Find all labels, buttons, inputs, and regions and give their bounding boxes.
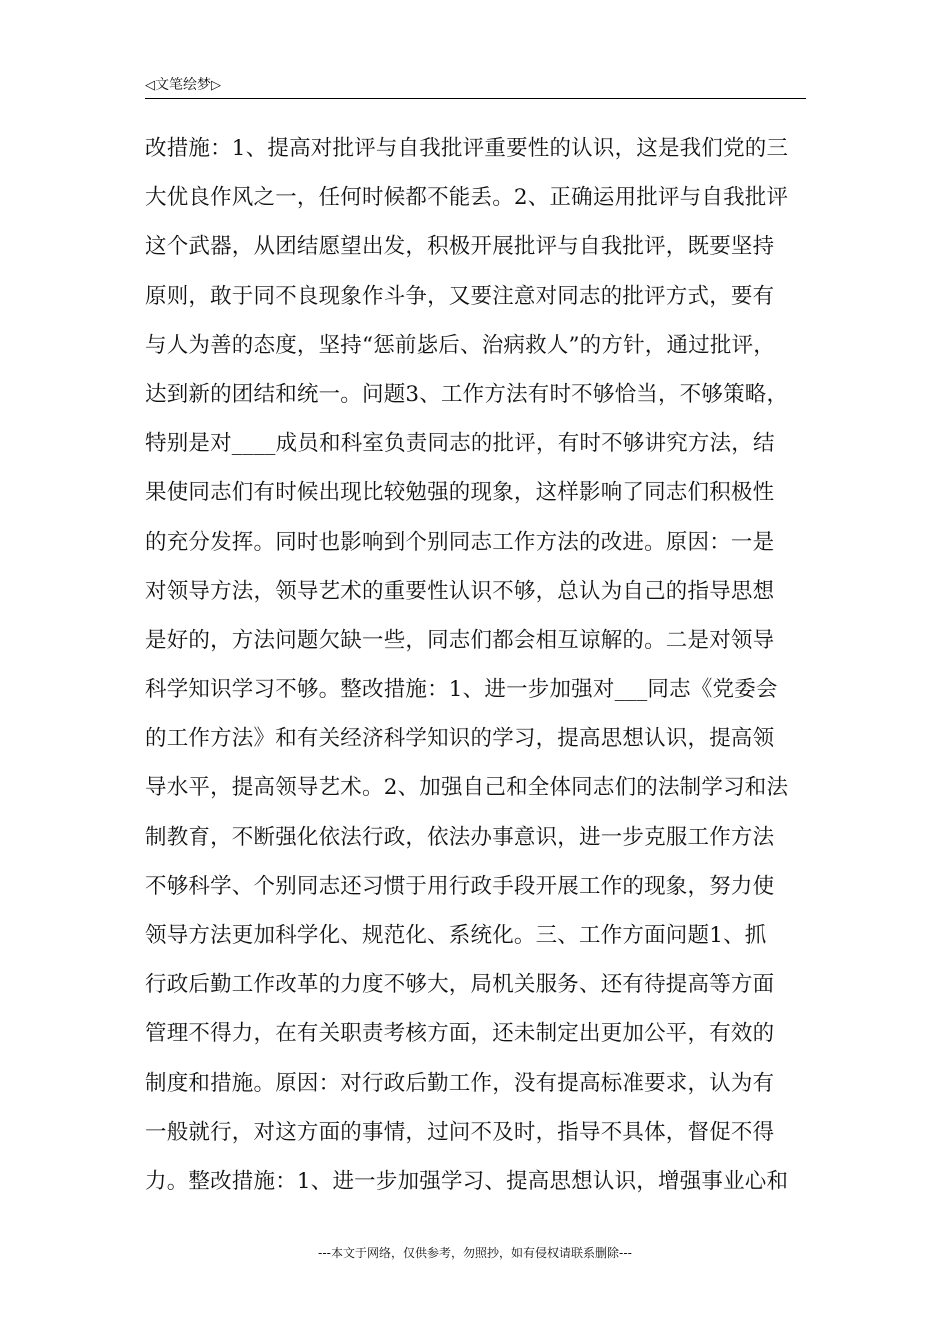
right-triangle-icon: ▷ <box>211 78 221 93</box>
body-line: 与人为善的态度，坚持“惩前毖后、治病救人”的方针，通过批评， <box>145 332 775 358</box>
body-line: 制教育，不断强化依法行政，依法办事意识，进一步克服工作方法 <box>145 824 775 850</box>
body-line: 是好的，方法问题欠缺一些，同志们都会相互谅解的。二是对领导 <box>145 627 775 653</box>
body-line: 科学知识学习不够。整改措施：1、进一步加强对___同志《党委会 <box>145 677 778 703</box>
body-line: 管理不得力，在有关职责考核方面，还未制定出更加公平，有效的 <box>145 1021 775 1047</box>
page-footer-disclaimer: ---本文于网络，仅供参考，勿照抄，如有侵权请联系删除--- <box>318 1246 632 1260</box>
body-line: 原则，敢于同不良现象作斗争，又要注意对同志的批评方式，要有 <box>145 283 775 309</box>
body-line: 改措施：1、提高对批评与自我批评重要性的认识，这是我们党的三 <box>145 136 789 161</box>
body-line: 的工作方法》和有关经济科学知识的学习，提高思想认识，提高领 <box>145 726 775 752</box>
header-title-group <box>145 76 221 95</box>
body-line: 导水平，提高领导艺术。2、加强自己和全体同志们的法制学习和法 <box>145 775 789 801</box>
page-header <box>145 74 806 99</box>
body-line: 一般就行，对这方面的事情，过问不及时，指导不具体，督促不得 <box>145 1119 775 1145</box>
body-line: 的充分发挥。同时也影响到个别同志工作方法的改进。原因：一是 <box>145 529 775 555</box>
body-line: 达到新的团结和统一。问题3、工作方法有时不够恰当，不够策略， <box>145 381 789 407</box>
body-line: 领导方法更加科学化、规范化、系统化。三、工作方面问题1、抓 <box>145 923 767 948</box>
document-body <box>145 124 808 1206</box>
body-line: 这个武器，从团结愿望出发，积极开展批评与自我批评，既要坚持 <box>145 234 775 260</box>
left-triangle-icon: ◁ <box>145 78 155 93</box>
body-line: 特别是对____成员和科室负责同志的批评，有时不够讲究方法，结 <box>145 431 775 457</box>
body-line: 行政后勤工作改革的力度不够大，局机关服务、还有待提高等方面 <box>145 972 775 998</box>
body-line: 力。整改措施：1、进一步加强学习、提高思想认识，增强事业心和 <box>145 1168 789 1194</box>
body-line: 不够科学、个别同志还习惯于用行政手段开展工作的现象，努力使 <box>145 873 775 899</box>
body-line: 制度和措施。原因：对行政后勤工作，没有提高标准要求，认为有 <box>145 1070 775 1096</box>
body-line: 果使同志们有时候出现比较勉强的现象，这样影响了同志们积极性 <box>145 480 775 506</box>
body-line: 对领导方法，领导艺术的重要性认识不够，总认为自己的指导思想 <box>145 578 775 604</box>
body-line: 大优良作风之一，任何时候都不能丢。2、正确运用批评与自我批评 <box>145 185 789 211</box>
header-title: 文笔绘梦 <box>155 77 211 93</box>
